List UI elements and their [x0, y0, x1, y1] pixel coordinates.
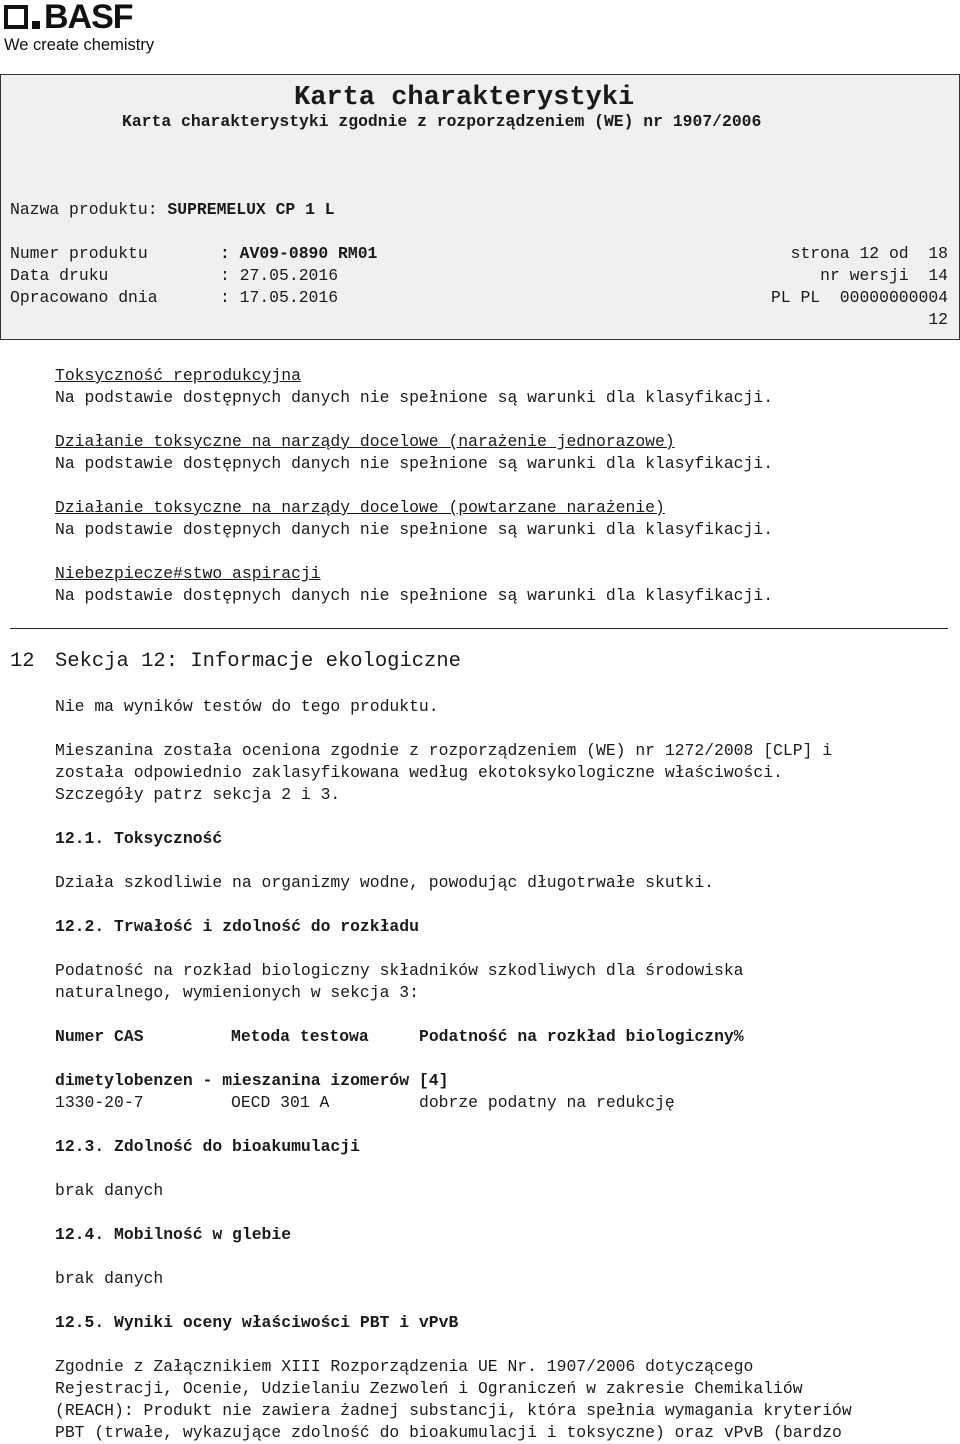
- persistence-intro: Podatność na rozkład biologiczny składników szkodliwych dla środowiska: [55, 961, 744, 980]
- table-cell-method: OECD 301 A: [231, 1093, 330, 1112]
- subsection-heading-mobility: 12.4. Mobilność w glebie: [55, 1225, 292, 1244]
- page-info: strona 12 od 18: [790, 244, 948, 263]
- mobility-text: brak danych: [55, 1269, 164, 1288]
- assessment-line: została odpowiednio zaklasyfikowana według ekotoksykologiczne właściwości.: [55, 763, 783, 782]
- document-title: Karta charakterystyki: [294, 83, 635, 113]
- document-code: PL PL 00000000004: [770, 288, 948, 307]
- product-name: SUPREMELUX CP 1 L: [167, 200, 335, 219]
- assessment-line: Mieszanina została oceniona zgodnie z rozporządzeniem (WE) nr 1272/2008 [CLP] i: [55, 741, 833, 760]
- print-date-label: Data druku: [10, 266, 109, 285]
- assessment-line: Szczegóły patrz sekcja 2 i 3.: [55, 785, 341, 804]
- bioaccumulation-text: brak danych: [55, 1181, 164, 1200]
- pbt-text-line: Rejestracji, Ocenie, Udzielaniu Zezwoleń i Ograniczeń w zakresie Chemikaliów: [55, 1379, 803, 1398]
- table-cell-result: dobrze podatny na redukcję: [419, 1093, 675, 1112]
- pbt-text-line: (REACH): Produkt nie zawiera żadnej substancji, która spełnia wymagania kryteriów: [55, 1401, 852, 1420]
- table-header-degradability: Podatność na rozkład biologiczny%: [419, 1027, 744, 1046]
- pbt-text-line: PBT (trwałe, wykazujące zdolność do bioakumulacji i toksyczne) oraz vPvB (bardzo: [55, 1423, 842, 1442]
- table-cell-cas: 1330-20-7: [55, 1093, 144, 1112]
- table-group-substance: dimetylobenzen - mieszanina izomerów [4]: [55, 1071, 449, 1090]
- prepared-date-label: Opracowano dnia: [10, 288, 158, 307]
- prepared-date: : 17.05.2016: [220, 288, 339, 307]
- tox-item-heading: Działanie toksyczne na narządy docelowe (powtarzane narażenie): [55, 498, 665, 517]
- document-code-suffix: 12: [928, 310, 948, 329]
- subsection-heading-persistence: 12.2. Trwałość i zdolność do rozkładu: [55, 917, 419, 936]
- tox-item-text: Na podstawie dostępnych danych nie spełnione są warunki dla klasyfikacji.: [55, 520, 774, 539]
- product-name-label: Nazwa produktu:: [10, 200, 168, 219]
- document-subtitle: Karta charakterystyki zgodnie z rozporządzeniem (WE) nr 1907/2006: [122, 112, 762, 131]
- persistence-intro: naturalnego, wymienionych w sekcja 3:: [55, 983, 419, 1002]
- subsection-heading-bioaccumulation: 12.3. Zdolność do bioakumulacji: [55, 1137, 360, 1156]
- table-header-method: Metoda testowa: [231, 1027, 369, 1046]
- basf-logo: [4, 0, 154, 55]
- tox-item-heading: Toksyczność reprodukcyjna: [55, 366, 301, 385]
- version-info: nr wersji 14: [820, 266, 948, 285]
- section-number: 12: [10, 650, 35, 673]
- product-name-row: [10, 199, 335, 221]
- brand-name: BASF: [44, 0, 133, 36]
- subsection-heading-toxicity: 12.1. Toksyczność: [55, 829, 223, 848]
- pbt-text-line: Zgodnie z Załącznikiem XIII Rozporządzenia UE Nr. 1907/2006 dotyczącego: [55, 1357, 754, 1376]
- tox-item-text: Na podstawie dostępnych danych nie spełnione są warunki dla klasyfikacji.: [55, 586, 774, 605]
- section-title: Sekcja 12: Informacje ekologiczne: [55, 650, 461, 673]
- logo-square-solid-icon: [32, 21, 40, 29]
- tox-item-text: Na podstawie dostępnych danych nie spełnione są warunki dla klasyfikacji.: [55, 454, 774, 473]
- brand-tagline: We create chemistry: [4, 36, 155, 54]
- table-header-cas: Numer CAS: [55, 1027, 144, 1046]
- tox-item-text: Na podstawie dostępnych danych nie spełnione są warunki dla klasyfikacji.: [55, 388, 774, 407]
- product-number: : AV09-0890 RM01: [220, 244, 378, 263]
- toxicity-text: Działa szkodliwie na organizmy wodne, powodując długotrwałe skutki.: [55, 873, 715, 892]
- subsection-heading-pbt: 12.5. Wyniki oceny właściwości PBT i vPvB: [55, 1313, 459, 1332]
- product-number-label: Numer produktu: [10, 244, 148, 263]
- logo-square-outline-icon: [4, 5, 28, 29]
- tox-item-heading: Niebezpiecze#stwo aspiracji: [55, 564, 321, 583]
- section-divider: [10, 628, 948, 629]
- basf-logo-mark: [4, 0, 154, 34]
- tox-item-heading: Działanie toksyczne na narządy docelowe (narażenie jednorazowe): [55, 432, 675, 451]
- print-date: : 27.05.2016: [220, 266, 339, 285]
- no-results-text: Nie ma wyników testów do tego produktu.: [55, 697, 439, 716]
